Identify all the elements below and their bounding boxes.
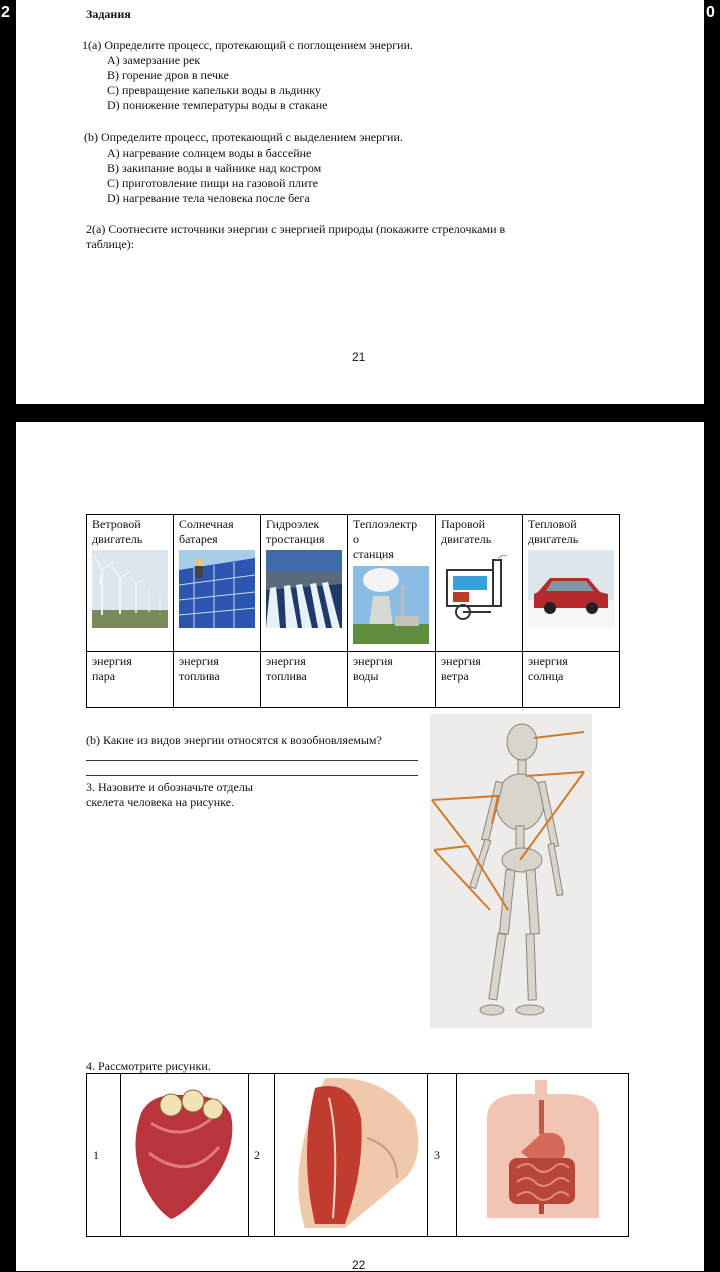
q1a-option-a: A) замерзание рек — [107, 53, 201, 67]
digestive-system-image — [457, 1078, 628, 1228]
question-2a: 2(а) Соотнесите источники энергии с энергией природы (покажите стрелочками в — [86, 222, 506, 236]
q1b-option-d: D) нагревание тела человека после бега — [107, 191, 310, 205]
solar-panels-image — [179, 550, 255, 628]
energy-matching-table — [86, 514, 620, 708]
organs-table — [86, 1073, 629, 1237]
energy-cell-2: энергия топлива — [174, 652, 261, 708]
source-hydro: Гидроэлек тростанция — [261, 515, 348, 652]
energy-cell-1: энергия пара — [87, 652, 174, 708]
organ-number-1: 1 — [87, 1074, 121, 1237]
q1a-option-b: B) горение дров в печке — [107, 68, 229, 82]
source-solar: Солнечная батарея — [174, 515, 261, 652]
answer-line-2 — [86, 775, 418, 776]
answer-line-1 — [86, 760, 418, 761]
steam-engine-image — [441, 550, 517, 628]
wind-turbines-image — [92, 550, 168, 628]
organ-number-2: 2 — [249, 1074, 275, 1237]
organ-number-3: 3 — [428, 1074, 457, 1237]
question-4: 4. Рассмотрите рисунки. — [86, 1059, 211, 1073]
section-heading: Задания — [86, 7, 131, 21]
digestive-cell — [457, 1074, 629, 1237]
page-number: 22 — [352, 1258, 366, 1272]
question-2a-cont: таблице): — [86, 237, 135, 251]
question-1b: (b) Определите процесс, протекающий с выделением энергии. — [84, 130, 403, 144]
energy-cell-3: энергия топлива — [261, 652, 348, 708]
question-2b: (b) Какие из видов энергии относятся к возобновляемым? — [86, 733, 382, 747]
page-22 — [16, 422, 704, 1271]
page-21 — [16, 0, 704, 404]
question-3-cont: скелета человека на рисунке. — [86, 795, 235, 809]
q1b-option-b: B) закипание воды в чайнике над костром — [107, 161, 322, 175]
q1b-option-c: C) приготовление пищи на газовой плите — [107, 176, 318, 190]
page-number: 21 — [352, 350, 366, 364]
hydro-dam-image — [266, 550, 342, 628]
corner-mark-left: 2 — [1, 4, 10, 21]
heart-image — [121, 1083, 248, 1223]
source-steam-engine: Паровой двигатель — [436, 515, 523, 652]
q1a-option-d: D) понижение температуры воды в стакане — [107, 98, 328, 112]
power-plant-image — [353, 565, 429, 645]
question-1a: 1(а) Определите процесс, протекающий с поглощением энергии. — [82, 38, 414, 52]
energy-cell-6: энергия солнца — [523, 652, 620, 708]
source-thermal-plant: Теплоэлектр о станция — [348, 515, 436, 652]
source-wind: Ветровой двигатель — [87, 515, 174, 652]
q1b-option-a: A) нагревание солнцем воды в бассейне — [107, 146, 312, 160]
source-heat-engine: Тепловой двигатель — [523, 515, 620, 652]
energy-cell-4: энергия воды — [348, 652, 436, 708]
q1a-option-c: C) превращение капельки воды в льдинку — [107, 83, 321, 97]
question-3: 3. Назовите и обозначьте отделы — [86, 780, 253, 794]
corner-mark-right: 0 — [706, 4, 715, 21]
heart-cell — [121, 1074, 249, 1237]
car-image — [528, 550, 614, 628]
skeleton-image — [430, 714, 592, 1028]
muscle-cell — [275, 1074, 428, 1237]
arm-muscle-image — [275, 1078, 427, 1228]
energy-cell-5: энергия ветра — [436, 652, 523, 708]
